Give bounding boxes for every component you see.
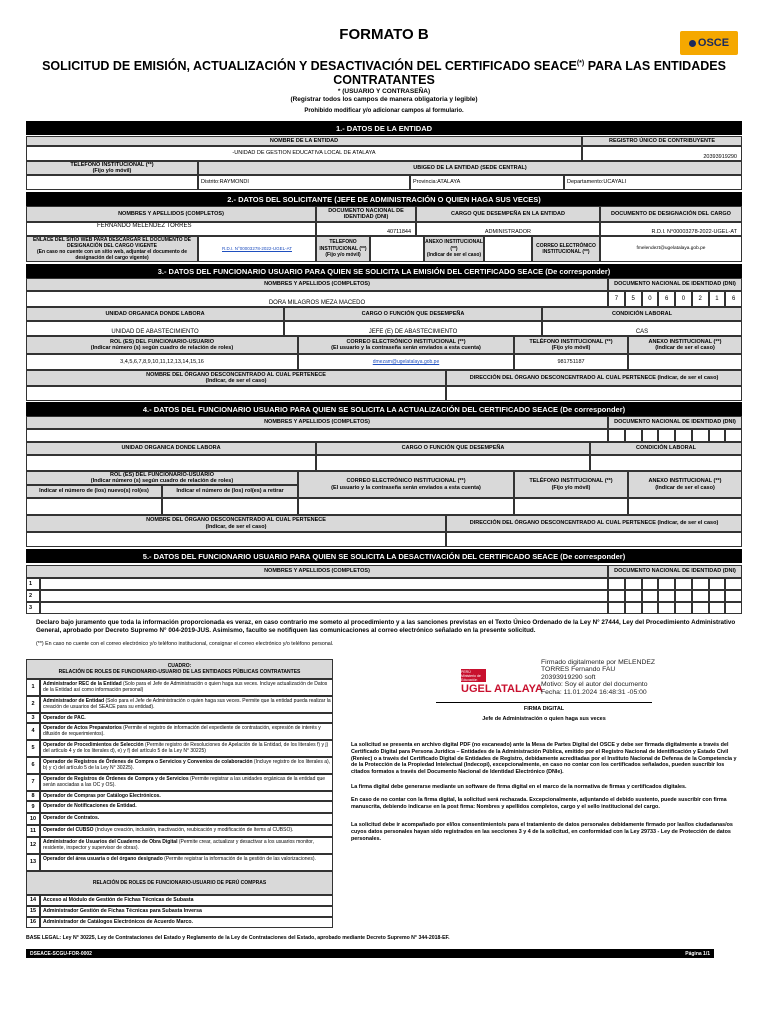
role-detail: (Solo para el Jefe de Administración o quien haga sus veces. Permite que la entidad pueda realizar la creación de usuarios del SEACE para su entidad). bbox=[43, 698, 331, 710]
dni-solicitante-value[interactable]: 40711844 bbox=[316, 222, 416, 236]
title-part-a: SOLICITUD DE EMISIÓN, ACTUALIZACIÓN Y DESACTIVACIÓN DEL CERTIFICADO SEACE bbox=[42, 59, 577, 74]
anexo-solicitante-value[interactable] bbox=[484, 236, 532, 262]
h-direccion-actualizacion: DIRECCIÓN DEL ÓRGANO DESCONCENTRADO AL CUAL PERTENECE (Indicar, de ser el caso) bbox=[446, 515, 742, 532]
dni-digit-box[interactable] bbox=[692, 429, 709, 442]
dni-digit-box[interactable] bbox=[675, 429, 692, 442]
h-unidad-actualizacion: UNIDAD ORGANICA DONDE LABORA bbox=[26, 442, 316, 455]
direccion-actualizacion-value[interactable] bbox=[446, 532, 742, 547]
role-number: 3 bbox=[26, 713, 40, 723]
role-number: 12 bbox=[26, 837, 40, 854]
doc-designacion-value[interactable]: R.D.I. N°00003278-2022-UGEL-AT bbox=[600, 222, 742, 236]
role-desc bbox=[40, 696, 333, 713]
peru-roles-title: RELACIÓN DE ROLES DE FUNCIONARIO-USUARIO DE PERÚ COMPRAS bbox=[26, 871, 333, 895]
peru-role-desc: Administrador de Catálogos Electrónicos de Acuerdo Marco. bbox=[40, 917, 333, 928]
nombres-desactivacion-value[interactable] bbox=[40, 590, 608, 602]
form-code: DSEACE-SCGU-FOR-0002 bbox=[30, 950, 92, 957]
sig-line-3: 20393919290 soft bbox=[541, 673, 596, 681]
dni-digit-box[interactable] bbox=[725, 429, 742, 442]
h-telefono-emision: TELÉFONO INSTITUCIONAL (**) (Fijo y/o móvil) bbox=[514, 336, 628, 354]
h-condicion-emision: CONDICIÓN LABORAL bbox=[542, 307, 742, 321]
dni-digit-box[interactable] bbox=[692, 602, 709, 614]
telefono-entidad-value[interactable] bbox=[26, 175, 198, 190]
role-number: 13 bbox=[26, 854, 40, 871]
h-condicion-actualizacion: CONDICIÓN LABORAL bbox=[590, 442, 742, 455]
role-desc bbox=[40, 825, 333, 837]
h-unidad-emision: UNIDAD ORGANICA DONDE LABORA bbox=[26, 307, 284, 321]
organo-actualizacion-value[interactable] bbox=[26, 532, 446, 547]
ugel-name: UGEL ATALAYA bbox=[461, 683, 543, 695]
role-detail: (Incluye registro de los literales a), b) y c) del artículo 5 de la Ley N° 30225). bbox=[43, 759, 331, 771]
nombres-solicitante-value[interactable]: FERNANDO MELENDEZ TORRES bbox=[26, 222, 316, 236]
h-dni-desactivacion: DOCUMENTO NACIONAL DE IDENTIDAD (DNI) bbox=[608, 565, 742, 578]
osce-logo bbox=[680, 31, 738, 55]
role-number: 11 bbox=[26, 825, 40, 837]
unidad-emision-value[interactable]: UNIDAD DE ABASTECIMIENTO bbox=[26, 321, 284, 336]
h-telefono-solicitante: TELEFONO INSTITUCIONAL (**) (Fijo y/o móvil) bbox=[316, 236, 370, 262]
role-number: 16 bbox=[26, 917, 40, 928]
row-number: 2 bbox=[26, 590, 40, 602]
subtitle-1: * (USUARIO Y CONTRASEÑA) bbox=[337, 88, 431, 95]
dni-digit-box[interactable] bbox=[608, 590, 625, 602]
digital-signature-stamp bbox=[541, 659, 655, 696]
dni-digit-box[interactable] bbox=[658, 429, 675, 442]
provincia-value[interactable]: Provincia:ATALAYA bbox=[410, 175, 564, 190]
dni-digit-box[interactable] bbox=[642, 429, 659, 442]
role-name: Operador del CUBSO bbox=[43, 827, 94, 833]
signature-line bbox=[436, 702, 652, 703]
role-number: 4 bbox=[26, 723, 40, 740]
ugel-logo bbox=[461, 669, 543, 695]
h-retirar-rol: Indicar el número de (los) rol(es) a retirar bbox=[162, 485, 298, 498]
note-rechazo: En caso de no contar con la firma digital, la solicitud será rechazada. Excepcionalmente, adjuntando el debido sustento, puede suscribir con firma manuscrita, debiendo indicarse en la post firma: Nombres y apellidos completos, cargo y el sello institucional del cargo. bbox=[351, 797, 727, 810]
logo-dot-icon bbox=[689, 40, 696, 47]
section-5-title: 5.- DATOS DEL FUNCIONARIO USUARIO PARA QUIEN SE SOLICITA LA DESACTIVACIÓN DEL CERTIFICADO SEACE (De corresponder) bbox=[26, 549, 742, 563]
dni-digit-box[interactable] bbox=[725, 578, 742, 590]
role-desc bbox=[40, 837, 333, 854]
role-name: Operador de Compras por Catálogo Electrónicos. bbox=[43, 793, 161, 799]
subtitle bbox=[0, 88, 768, 104]
peru-badge: PERÚ Ministerio de Educación bbox=[461, 669, 486, 682]
cargo-emision-value[interactable]: JEFE (E) DE ABASTECIMIENTO bbox=[284, 321, 542, 336]
role-name: Operador de Contratos. bbox=[43, 815, 100, 821]
dni-digit[interactable]: 6 bbox=[725, 291, 742, 307]
page-number: Página 1/1 bbox=[685, 950, 710, 957]
telefono-emision-value[interactable]: 981751187 bbox=[514, 354, 628, 370]
dni-digit[interactable]: 6 bbox=[658, 291, 675, 307]
ruc-value[interactable]: 20393919290 bbox=[582, 146, 742, 161]
dni-digit-box[interactable] bbox=[625, 578, 642, 590]
role-detail: (Permite el registro de información del expediente de contratación, expresión de interés y difusión de requerimientos). bbox=[43, 725, 321, 737]
h-organo-actualizacion: NOMBRE DEL ÓRGANO DESCONCENTRADO AL CUAL PERTENECE (Indicar, de ser el caso) bbox=[26, 515, 446, 532]
dni-digit-box[interactable] bbox=[625, 602, 642, 614]
logo-text: OSCE bbox=[697, 37, 730, 49]
formato-title: FORMATO B bbox=[339, 26, 429, 43]
dni-digit-box[interactable] bbox=[608, 578, 625, 590]
peru-role-desc: Administrador Gestión de Fichas Técnicas para Subasta Inversa bbox=[40, 906, 333, 917]
sig-line-2: TORRES Fernando FAU bbox=[541, 666, 616, 674]
roles-table-title: CUADRO: RELACIÓN DE ROLES DE FUNCIONARIO-USUARIO DE LAS ENTIDADES PÚBLICAS CONTRATANTES bbox=[26, 659, 333, 679]
condicion-actualizacion-value[interactable] bbox=[590, 455, 742, 471]
h-dni-emision: DOCUMENTO NACIONAL DE IDENTIDAD (DNI) bbox=[608, 278, 742, 291]
firma-label: FIRMA DIGITAL bbox=[523, 706, 565, 712]
direccion-emision-value[interactable] bbox=[446, 386, 742, 401]
dni-digit[interactable]: 5 bbox=[625, 291, 642, 307]
role-desc bbox=[40, 854, 333, 871]
role-name: Operador de PAC. bbox=[43, 715, 86, 721]
note-datos: La solicitud debe ir acompañado por el/los consentimiento/s para el tratamiento de datos personales debidamente firmado por las/los ciudadanas/os cuyos datos personales hayan sido registrados en las secciones 3 y 4 de la solicitud, en conformidad con la Ley 29733 - Ley de Protección de datos personales. bbox=[351, 822, 733, 842]
dni-digit-box[interactable] bbox=[625, 590, 642, 602]
dni-digit-box[interactable] bbox=[658, 590, 675, 602]
role-number: 1 bbox=[26, 679, 40, 696]
sig-line-5: Fecha: 11.01.2024 16:48:31 -05:00 bbox=[541, 688, 647, 696]
role-name: Administrador de Entidad bbox=[43, 698, 105, 704]
h-nuevo-rol: Indicar el número de (los) nuevo(s) rol(es) bbox=[26, 485, 162, 498]
role-desc bbox=[40, 713, 333, 723]
peru-role-desc: Acceso al Módulo de Gestión de Fichas Técnicas de Subasta bbox=[40, 895, 333, 906]
note-pdf: La solicitud se presenta en archivo digital PDF (no escaneado) ante la Mesa de Partes Digital del OSCE y debe ser firmada digitalmente a través del Certificado Digital para Persona Jurídica – Entidades de la Administración Pública, emitido por el Registro Nacional de Identificación y Estado Civil (Reniec) o a través del Certificado Digital de Entidades de Registro, debidamente acreditadas por el Instituto Nacional de Defensa de la Competencia y de la Protección de la Propiedad Intelectual (Indecopi), excepcionalmente, en caso no contar con los certificados señalados, pueden suscribir los citados formatos a través del Documento Nacional de Identidad Electrónico (DNIe). bbox=[351, 742, 737, 776]
enlace-web-value[interactable]: R.D.I. N°00003278-2022-UGEL-AT bbox=[198, 236, 316, 262]
retirar-rol-value[interactable] bbox=[162, 498, 298, 515]
role-desc bbox=[40, 679, 333, 696]
role-detail: (Permite registro de Resoluciones de Apelación de la Entidad, de los literales f) y j) del artículo 4 y de los literales d), e) y f) del artículo 5 de la Ley N° 30225) bbox=[43, 742, 329, 754]
dni-digit-box[interactable] bbox=[675, 578, 692, 590]
h-ubigeo: UBIGEO DE LA ENTIDAD (SEDE CENTRAL) bbox=[198, 161, 742, 175]
h-telefono-actualizacion: TELÉFONO INSTITUCIONAL (**) (Fijo y/o móvil) bbox=[514, 471, 628, 498]
dni-digit-box[interactable] bbox=[642, 602, 659, 614]
footer-bar bbox=[26, 949, 714, 958]
role-number: 2 bbox=[26, 696, 40, 713]
dni-digit-box[interactable] bbox=[709, 429, 726, 442]
cargo-solicitante-value[interactable]: ADMINISTRADOR bbox=[416, 222, 600, 236]
correo-actualizacion-value[interactable] bbox=[298, 498, 514, 515]
role-number: 10 bbox=[26, 813, 40, 825]
dni-digit-box[interactable] bbox=[675, 590, 692, 602]
h-nombres-emision: NOMBRES Y APELLIDOS (COMPLETOS) bbox=[26, 278, 608, 291]
dni-digit-box[interactable] bbox=[658, 602, 675, 614]
nombres-desactivacion-value[interactable] bbox=[40, 602, 608, 614]
role-desc bbox=[40, 723, 333, 740]
role-detail: (Permite registrar la información de la gestión de las valorizaciones). bbox=[162, 856, 316, 862]
dni-digit[interactable]: 7 bbox=[608, 291, 625, 307]
dni-digit[interactable]: 2 bbox=[692, 291, 709, 307]
dni-digit-box[interactable] bbox=[642, 578, 659, 590]
nombres-emision-value[interactable]: DORA MILAGROS MEZA MACEDO bbox=[26, 291, 608, 307]
dni-digit-box[interactable] bbox=[625, 429, 642, 442]
role-desc bbox=[40, 801, 333, 813]
dni-digit-box[interactable] bbox=[709, 590, 726, 602]
role-number: 5 bbox=[26, 740, 40, 757]
note-firma: La firma digital debe generarse mediante un software de firma digital en el marco de la normativa de firmas y certificados digitales. bbox=[351, 784, 687, 790]
correo-solicitante-value[interactable]: fmelendezt@ugelatalaya.gob.pe bbox=[600, 236, 742, 262]
dni-digit-box[interactable] bbox=[642, 590, 659, 602]
dni-digit[interactable]: 1 bbox=[709, 291, 726, 307]
row-number: 3 bbox=[26, 602, 40, 614]
h-enlace-web: ENLACE DEL SITIO WEB PARA DESCARGAR EL DOCUMENTO DE DESIGNACIÓN DEL CARGO VIGENTE (En caso no cuente con un sitio web, adjuntar el documento de designación del cargo vigente) bbox=[26, 236, 198, 262]
role-detail: (Solo para el Jefe de Administración o quien haga sus veces. Incluye actualización de Datos de la Entidad así como información personal) bbox=[43, 681, 328, 693]
nombres-desactivacion-value[interactable] bbox=[40, 578, 608, 590]
h-anexo-actualizacion: ANEXO INSTITUCIONAL (**) (Indicar de ser el caso) bbox=[628, 471, 742, 498]
h-anexo-solicitante: ANEXO INSTITUCIONAL (**) (Indicar de ser el caso) bbox=[424, 236, 484, 262]
role-name: Operador de Notificaciones de Entidad. bbox=[43, 803, 137, 809]
role-detail: (Permite crear, actualizar y desactivar a los usuarios monitor, residente, inspector y supervisor de obras). bbox=[43, 839, 314, 851]
role-number: 15 bbox=[26, 906, 40, 917]
condicion-emision-value[interactable]: CAS bbox=[542, 321, 742, 336]
h-ruc: REGISTRO ÚNICO DE CONTRIBUYENTE bbox=[582, 136, 742, 146]
h-anexo-emision: ANEXO INSTITUCIONAL (**) (Indicar de ser el caso) bbox=[628, 336, 742, 354]
role-number: 6 bbox=[26, 757, 40, 774]
nombre-entidad-value[interactable]: -UNIDAD DE GESTION EDUCATIVA LOCAL DE ATALAYA bbox=[26, 146, 582, 161]
subtitle-3: Prohibido modificar y/o adicionar campos al formulario. bbox=[304, 108, 464, 114]
cargo-actualizacion-value[interactable] bbox=[316, 455, 590, 471]
h-cargo-actualizacion: CARGO O FUNCIÓN QUE DESEMPEÑA bbox=[316, 442, 590, 455]
title-sup: (*) bbox=[576, 60, 585, 67]
role-desc bbox=[40, 813, 333, 825]
role-desc bbox=[40, 774, 333, 791]
h-nombres-solicitante: NOMBRES Y APELLIDOS (COMPLETOS) bbox=[26, 206, 316, 222]
role-number: 7 bbox=[26, 774, 40, 791]
h-correo-emision: CORREO ELECTRÓNICO INSTITUCIONAL (**) (El usuario y la contraseña serán enviados a esta cuenta) bbox=[298, 336, 514, 354]
h-direccion-emision: DIRECCIÓN DEL ÓRGANO DESCONCENTRADO AL CUAL PERTENECE (Indicar, de ser el caso) bbox=[446, 370, 742, 386]
telefono-solicitante-value[interactable] bbox=[370, 236, 424, 262]
h-correo-actualizacion: CORREO ELECTRÓNICO INSTITUCIONAL (**) (El usuario y la contraseña serán enviados a esta cuenta) bbox=[298, 471, 514, 498]
sig-line-4: Motivo: Soy el autor del documento bbox=[541, 681, 648, 689]
title-part-c: CONTRATANTES bbox=[333, 73, 435, 88]
h-nombres-actualizacion: NOMBRES Y APELLIDOS (COMPLETOS) bbox=[26, 416, 608, 429]
role-number: 9 bbox=[26, 801, 40, 813]
role-number: 14 bbox=[26, 895, 40, 906]
h-rol-actualizacion: ROL (ES) DEL FUNCIONARIO-USUARIO (Indicar número (s) según cuadro de relación de roles) bbox=[26, 471, 298, 485]
section-4-title: 4.- DATOS DEL FUNCIONARIO USUARIO PARA QUIEN SE SOLICITA LA ACTUALIZACIÓN DEL CERTIFICADO SEACE (De corresponder) bbox=[26, 402, 742, 416]
dni-digit[interactable]: 0 bbox=[642, 291, 659, 307]
h-cargo-emision: CARGO O FUNCIÓN QUE DESEMPEÑA bbox=[284, 307, 542, 321]
role-number: 8 bbox=[26, 791, 40, 801]
nuevo-rol-value[interactable] bbox=[26, 498, 162, 515]
dni-digit-box[interactable] bbox=[675, 602, 692, 614]
dni-digit-box[interactable] bbox=[692, 578, 709, 590]
dni-digit-box[interactable] bbox=[725, 590, 742, 602]
h-cargo-solicitante: CARGO QUE DESEMPEÑA EN LA ENTIDAD bbox=[416, 206, 600, 222]
dni-digit-box[interactable] bbox=[608, 602, 625, 614]
unidad-actualizacion-value[interactable] bbox=[26, 455, 316, 471]
roles-emision-value[interactable]: 3,4,5,6,7,8,9,10,11,12,13,14,15,16 bbox=[26, 354, 298, 370]
role-name: Operador de Actos Preparatorios bbox=[43, 725, 122, 731]
organo-emision-value[interactable] bbox=[26, 386, 446, 401]
h-nombres-desactivacion: NOMBRES Y APELLIDOS (COMPLETOS) bbox=[26, 565, 608, 578]
anexo-emision-value[interactable] bbox=[628, 354, 742, 370]
role-detail: (Permite registrar a las unidades orgánicas de la entidad que serán asociadas a las OC y OS). bbox=[43, 776, 326, 788]
dni-digit-box[interactable] bbox=[709, 578, 726, 590]
h-organo-emision: NOMBRE DEL ÓRGANO DESCONCENTRADO AL CUAL PERTENECE (Indicar, de ser el caso) bbox=[26, 370, 446, 386]
section-3-title: 3.- DATOS DEL FUNCIONARIO USUARIO PARA QUIEN SE SOLICITA LA EMISIÓN DEL CERTIFICADO SEACE (De corresponder) bbox=[26, 264, 742, 278]
role-name: Operador del área usuaria o del órgano designado bbox=[43, 856, 163, 862]
main-title bbox=[40, 57, 728, 87]
firma-sub: Jefe de Administración o quien haga sus veces bbox=[482, 716, 606, 722]
telefono-actualizacion-value[interactable] bbox=[514, 498, 628, 515]
correo-emision-value[interactable]: dmezam@ugelatalaya.gob.pe bbox=[298, 354, 514, 370]
nombres-actualizacion-value[interactable] bbox=[26, 429, 608, 442]
h-telefono-entidad: TELEFONO INSTITUCIONAL (**) (Fijo y/o móvil) bbox=[26, 161, 198, 175]
h-nombre-entidad: NOMBRE DE LA ENTIDAD bbox=[26, 136, 582, 146]
departamento-value[interactable]: Departamento:UCAYALI bbox=[564, 175, 742, 190]
sig-line-1: Firmado digitalmente por MELENDEZ bbox=[541, 659, 656, 666]
dni-digit-box[interactable] bbox=[692, 590, 709, 602]
role-name: Administrador de Usuarios del Cuaderno de Obra Digital bbox=[43, 839, 178, 845]
dni-digit-box[interactable] bbox=[658, 578, 675, 590]
base-legal: BASE LEGAL: Ley N° 30225, Ley de Contrataciones del Estado y Reglamento de la Ley de Contrataciones del Estado, aprobado mediante Decreto Supremo N° 344-2018-EF. bbox=[26, 935, 450, 941]
row-number: 1 bbox=[26, 578, 40, 590]
contact-note: (**) En caso no cuente con el correo electrónico y/o teléfono institucional, consignar el correo electrónico y/o teléfono personal. bbox=[36, 641, 334, 647]
h-rol-emision: ROL (ES) DEL FUNCIONARIO-USUARIO (Indicar número (s) según cuadro de relación de roles) bbox=[26, 336, 298, 354]
h-dni-solicitante: DOCUMENTO NACIONAL DE IDENTIDAD (DNI) bbox=[316, 206, 416, 222]
role-name: Operador de Registros de Órdenes de Compra o Servicios y Convenios de colaboración bbox=[43, 759, 253, 765]
h-doc-designacion: DOCUMENTO DE DESIGNACIÓN DEL CARGO bbox=[600, 206, 742, 222]
title-part-b: PARA LAS ENTIDADES bbox=[587, 59, 726, 74]
section-2-title: 2.- DATOS DEL SOLICITANTE (JEFE DE ADMINISTRACIÓN O QUIEN HAGA SUS VECES) bbox=[26, 192, 742, 206]
h-correo-solicitante: CORREO ELECTRÓNICO INSTITUCIONAL (**) bbox=[532, 236, 600, 262]
role-name: Operador de Registros de Órdenes de Compra y de Servicios bbox=[43, 776, 189, 782]
distrito-value[interactable]: Distrito:RAYMONDI bbox=[198, 175, 410, 190]
dni-digit[interactable]: 0 bbox=[675, 291, 692, 307]
role-name: Administrador REC de la Entidad bbox=[43, 681, 122, 687]
role-desc bbox=[40, 757, 333, 774]
dni-digit-box[interactable] bbox=[725, 602, 742, 614]
role-desc bbox=[40, 740, 333, 757]
h-dni-actualizacion: DOCUMENTO NACIONAL DE IDENTIDAD (DNI) bbox=[608, 416, 742, 429]
dni-digit-box[interactable] bbox=[608, 429, 625, 442]
anexo-actualizacion-value[interactable] bbox=[628, 498, 742, 515]
role-desc bbox=[40, 791, 333, 801]
subtitle-2: (Registrar todos los campos de manera obligatoria y legible) bbox=[290, 96, 478, 103]
role-detail: (Incluye creación, inclusión, inactivación, reubicación y modificación de ítems al CUBSO). bbox=[93, 827, 294, 833]
declaration: Declaro bajo juramento que toda la información proporcionada es veraz, en caso contrario me someto al procedimiento y a las sanciones previstas en el Texto Único Ordenado de la Ley N° 27444, Ley del Procedimiento Administrativo General, aprobado por Decreto Supremo N° 004-2019-JUS. Asimismo, faculto se notifiquen las comunicaciones al correo electrónico señalado en la presente solicitud. bbox=[36, 619, 736, 634]
section-1-title: 1.- DATOS DE LA ENTIDAD bbox=[26, 121, 742, 135]
role-name: Operador de Procedimientos de Selección bbox=[43, 742, 144, 748]
dni-digit-box[interactable] bbox=[709, 602, 726, 614]
